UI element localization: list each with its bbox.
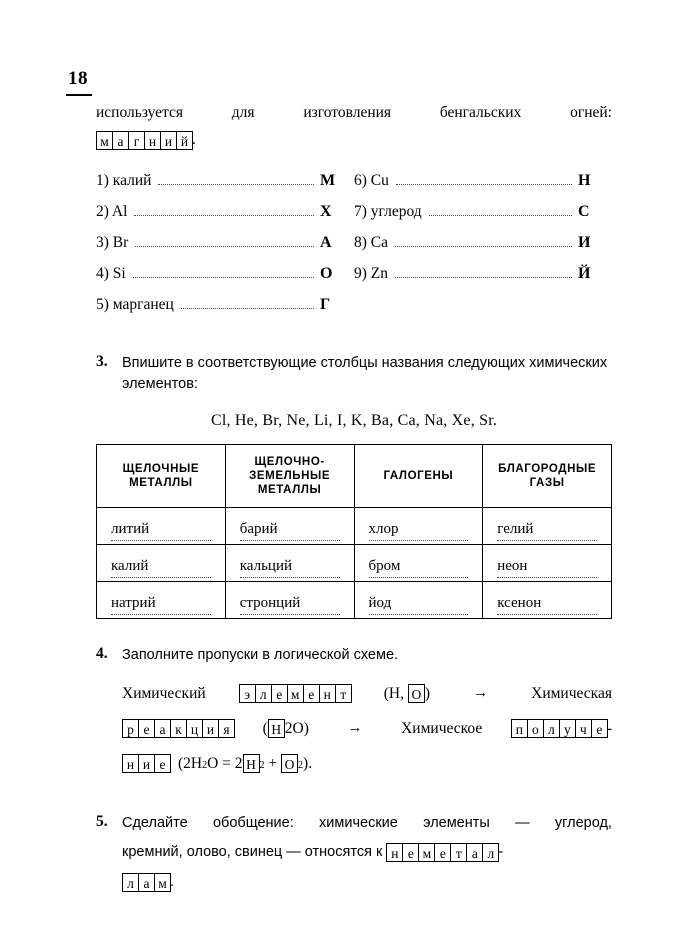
task-3-elements-list: Cl, He, Br, Ne, Li, I, K, Ba, Ca, Na, Xe, Sr. <box>210 412 498 430</box>
letter-box: л <box>543 719 560 738</box>
table-cell-value: ксенон <box>497 595 597 615</box>
answer-label: 4) Si <box>96 265 126 282</box>
table-cell-value: кальций <box>240 558 340 578</box>
letter-box: л <box>482 843 499 862</box>
scheme-paren-group <box>384 678 430 709</box>
letter-box-oxygen: О <box>408 684 425 703</box>
formula-rest: 2O) <box>284 719 309 737</box>
answer-dotted-line <box>395 276 572 278</box>
answer-columns <box>96 172 612 327</box>
letter-box: л <box>255 684 272 703</box>
scheme-line-1 <box>122 678 612 709</box>
answer-label: 7) углерод <box>354 203 422 220</box>
table-cell-value: натрий <box>111 595 211 615</box>
table-cell-value: йод <box>369 595 469 615</box>
answer-dotted-line <box>396 183 572 185</box>
answer-item <box>96 234 354 252</box>
letter-box: я <box>218 719 235 738</box>
letter-box: э <box>239 684 256 703</box>
letter-box: о <box>527 719 544 738</box>
letter-box: е <box>434 843 451 862</box>
task5-word-5: углерод, <box>554 814 612 831</box>
intro-answer-row <box>96 131 612 150</box>
task-4-scheme <box>122 678 612 779</box>
answer-dotted-line <box>395 245 572 247</box>
scheme-equation <box>178 748 312 779</box>
letter-box: т <box>335 684 352 703</box>
intro-word-2: изготовления <box>303 104 392 121</box>
letter-box: н <box>144 131 161 150</box>
letter-box: и <box>160 131 177 150</box>
table-header-noble-gases <box>483 445 612 508</box>
task5-hyphen: - <box>498 844 504 861</box>
letter-box: е <box>591 719 608 738</box>
answer-letter: Г <box>320 296 331 313</box>
table-cell <box>225 508 354 545</box>
answer-dotted-line <box>181 307 314 309</box>
letter-box: е <box>271 684 288 703</box>
answer-label: 3) Br <box>96 234 129 251</box>
intro-answer-boxes <box>96 131 192 150</box>
letter-box: м <box>418 843 435 862</box>
equation-sub: 2 <box>202 760 208 772</box>
answer-letter: М <box>320 172 336 189</box>
letter-box: н <box>319 684 336 703</box>
intro-sentence <box>96 104 612 122</box>
task-4-number: 4. <box>96 645 108 663</box>
task-5-line-1 <box>122 813 612 834</box>
table-cell-value: бром <box>369 558 469 578</box>
table-cell <box>354 582 483 619</box>
answer-column-right <box>354 172 612 327</box>
letter-box: т <box>450 843 467 862</box>
answer-item <box>96 172 354 190</box>
plus-sign: + <box>268 754 278 772</box>
intro-word-3: бенгальских <box>439 104 522 121</box>
scheme-boxes-obtaining <box>511 713 612 744</box>
answer-item <box>354 234 612 252</box>
table-cell <box>225 582 354 619</box>
answer-item <box>96 296 354 314</box>
table-row <box>97 545 612 582</box>
letter-box: ц <box>186 719 203 738</box>
header-line: ГАЗЫ <box>529 477 565 490</box>
letter-box: к <box>170 719 187 738</box>
task5-period: . <box>170 873 175 890</box>
scheme-paren-open: (H, <box>383 684 404 702</box>
task-4 <box>96 645 612 666</box>
table-cell <box>97 508 226 545</box>
letter-box: а <box>154 719 171 738</box>
intro-word-4: огней: <box>570 104 612 121</box>
task-5-line-2 <box>122 842 612 863</box>
scheme-boxes-obtaining-end <box>122 754 170 773</box>
equation-prefix: (2H <box>178 754 203 772</box>
task5-word-2: химические <box>319 814 398 831</box>
task5-line2-text: кремний, олово, свинец — относятся к <box>122 844 383 861</box>
answer-letter: Х <box>320 203 332 220</box>
answer-item <box>354 265 612 283</box>
scheme-boxes-reaction <box>122 719 234 738</box>
answer-column-left <box>96 172 354 327</box>
answer-letter: А <box>320 234 332 251</box>
task-5-line-3 <box>122 872 612 893</box>
header-line: ЗЕМЕЛЬНЫЕ <box>249 469 331 482</box>
answer-item <box>96 203 354 221</box>
intro-word-0: используется <box>96 104 184 121</box>
hyphen: - <box>606 719 612 737</box>
answer-dotted-line <box>134 214 314 216</box>
letter-box: е <box>402 843 419 862</box>
letter-box: у <box>559 719 576 738</box>
header-line: ЩЕЛОЧНО- <box>254 455 325 468</box>
task5-word-3: элементы <box>423 814 490 831</box>
header-line: БЛАГОРОДНЫЕ <box>498 462 597 475</box>
task5-word-0: Сделайте <box>122 814 188 831</box>
answer-letter: С <box>578 203 590 220</box>
table-cell-value: литий <box>111 521 211 541</box>
scheme-boxes-element <box>239 684 351 703</box>
task-3-prompt: Впишите в соответствующие столбцы названия следующих химических элементов: <box>122 355 608 392</box>
answer-label: 9) Zn <box>354 265 389 282</box>
table-cell-value: калий <box>111 558 211 578</box>
letter-box: м <box>287 684 304 703</box>
table-cell <box>354 508 483 545</box>
task5-boxes-1 <box>386 843 498 862</box>
scheme-word-chemical-obtaining: Химическое <box>401 719 483 737</box>
answer-label: 5) марганец <box>96 296 174 313</box>
answer-label: 6) Cu <box>354 172 389 189</box>
table-cell-value: стронций <box>240 595 340 615</box>
scheme-paren-close: ) <box>424 684 431 702</box>
table-cell-value: гелий <box>497 521 597 541</box>
table-cell <box>483 508 612 545</box>
table-row <box>97 582 612 619</box>
letter-box-hydrogen: H <box>268 719 285 738</box>
answer-letter: О <box>320 265 333 282</box>
table-cell-value: барий <box>240 521 340 541</box>
table-cell <box>97 582 226 619</box>
table-header-alkaline-earth-metals <box>225 445 354 508</box>
task5-dash: — <box>515 814 530 831</box>
letter-box: и <box>202 719 219 738</box>
paren-open: ( <box>262 719 268 737</box>
arrow-icon: → <box>347 720 363 737</box>
letter-box: р <box>122 719 139 738</box>
letter-box: л <box>122 873 139 892</box>
letter-box: е <box>154 754 171 773</box>
task-3-number: 3. <box>96 353 108 370</box>
letter-box: м <box>96 131 113 150</box>
classification-table <box>96 444 612 619</box>
page-number: 18 <box>68 68 88 89</box>
task-3 <box>96 353 612 394</box>
letter-box: п <box>511 719 528 738</box>
answer-label: 8) Ca <box>354 234 389 251</box>
answer-label: 2) Al <box>96 203 128 220</box>
equation-mid: O = 2 <box>207 754 243 772</box>
table-row <box>97 508 612 545</box>
answer-item <box>354 172 612 190</box>
task-5-number: 5. <box>96 812 108 830</box>
equation-sub: 2 <box>259 760 265 772</box>
letter-box: м <box>154 873 171 892</box>
letter-box: н <box>122 754 139 773</box>
table-cell-value: хлор <box>369 521 469 541</box>
equation-sub: 2 <box>298 760 304 772</box>
header-line: МЕТАЛЛЫ <box>257 484 322 497</box>
answer-label: 1) калий <box>96 172 152 189</box>
table-header-row <box>97 445 612 508</box>
letter-box: а <box>112 131 129 150</box>
letter-box-oxygen: О <box>281 754 298 773</box>
scheme-water-formula <box>263 713 309 744</box>
equation-end: ). <box>303 754 313 772</box>
table-cell <box>225 545 354 582</box>
letter-box: г <box>128 131 145 150</box>
letter-box: н <box>386 843 403 862</box>
letter-box: е <box>303 684 320 703</box>
scheme-word-chemical-reaction: Химическая <box>531 684 612 702</box>
table-cell <box>483 545 612 582</box>
letter-box: ч <box>575 719 592 738</box>
intro-answer-period: . <box>192 131 196 149</box>
scheme-line-3 <box>122 748 612 779</box>
header-line: ЩЕЛОЧНЫЕ <box>122 462 200 475</box>
letter-box-hydrogen: H <box>243 754 260 773</box>
arrow-icon: → <box>473 685 489 702</box>
table-header-alkali-metals <box>97 445 226 508</box>
table-cell <box>483 582 612 619</box>
header-line: МЕТАЛЛЫ <box>129 477 193 490</box>
answer-dotted-line <box>135 245 314 247</box>
letter-box: и <box>138 754 155 773</box>
letter-box: а <box>138 873 155 892</box>
page-content <box>96 104 612 892</box>
answer-dotted-line <box>133 276 314 278</box>
task5-word-1: обобщение: <box>212 814 294 831</box>
table-header-halogens <box>354 445 483 508</box>
answer-item <box>96 265 354 283</box>
letter-box: й <box>176 131 193 150</box>
scheme-line-2 <box>122 713 612 744</box>
task5-boxes-2 <box>122 873 170 892</box>
task-5-body <box>122 813 612 893</box>
intro-word-1: для <box>231 104 255 121</box>
task-4-prompt: Заполните пропуски в логической схеме. <box>122 647 399 664</box>
answer-dotted-line <box>158 183 314 185</box>
answer-letter: Й <box>578 265 591 282</box>
letter-box: а <box>466 843 483 862</box>
table-cell <box>354 545 483 582</box>
answer-dotted-line <box>429 214 572 216</box>
header-line: ГАЛОГЕНЫ <box>383 469 454 482</box>
letter-box: е <box>138 719 155 738</box>
page-number-underline <box>66 94 92 96</box>
table-cell <box>97 545 226 582</box>
scheme-word-chemical: Химический <box>122 684 206 702</box>
task-5 <box>96 813 612 893</box>
answer-letter: И <box>578 234 591 251</box>
answer-letter: Н <box>578 172 591 189</box>
table-cell-value: неон <box>497 558 597 578</box>
answer-item <box>354 203 612 221</box>
boxrow-obtaining <box>511 719 607 738</box>
